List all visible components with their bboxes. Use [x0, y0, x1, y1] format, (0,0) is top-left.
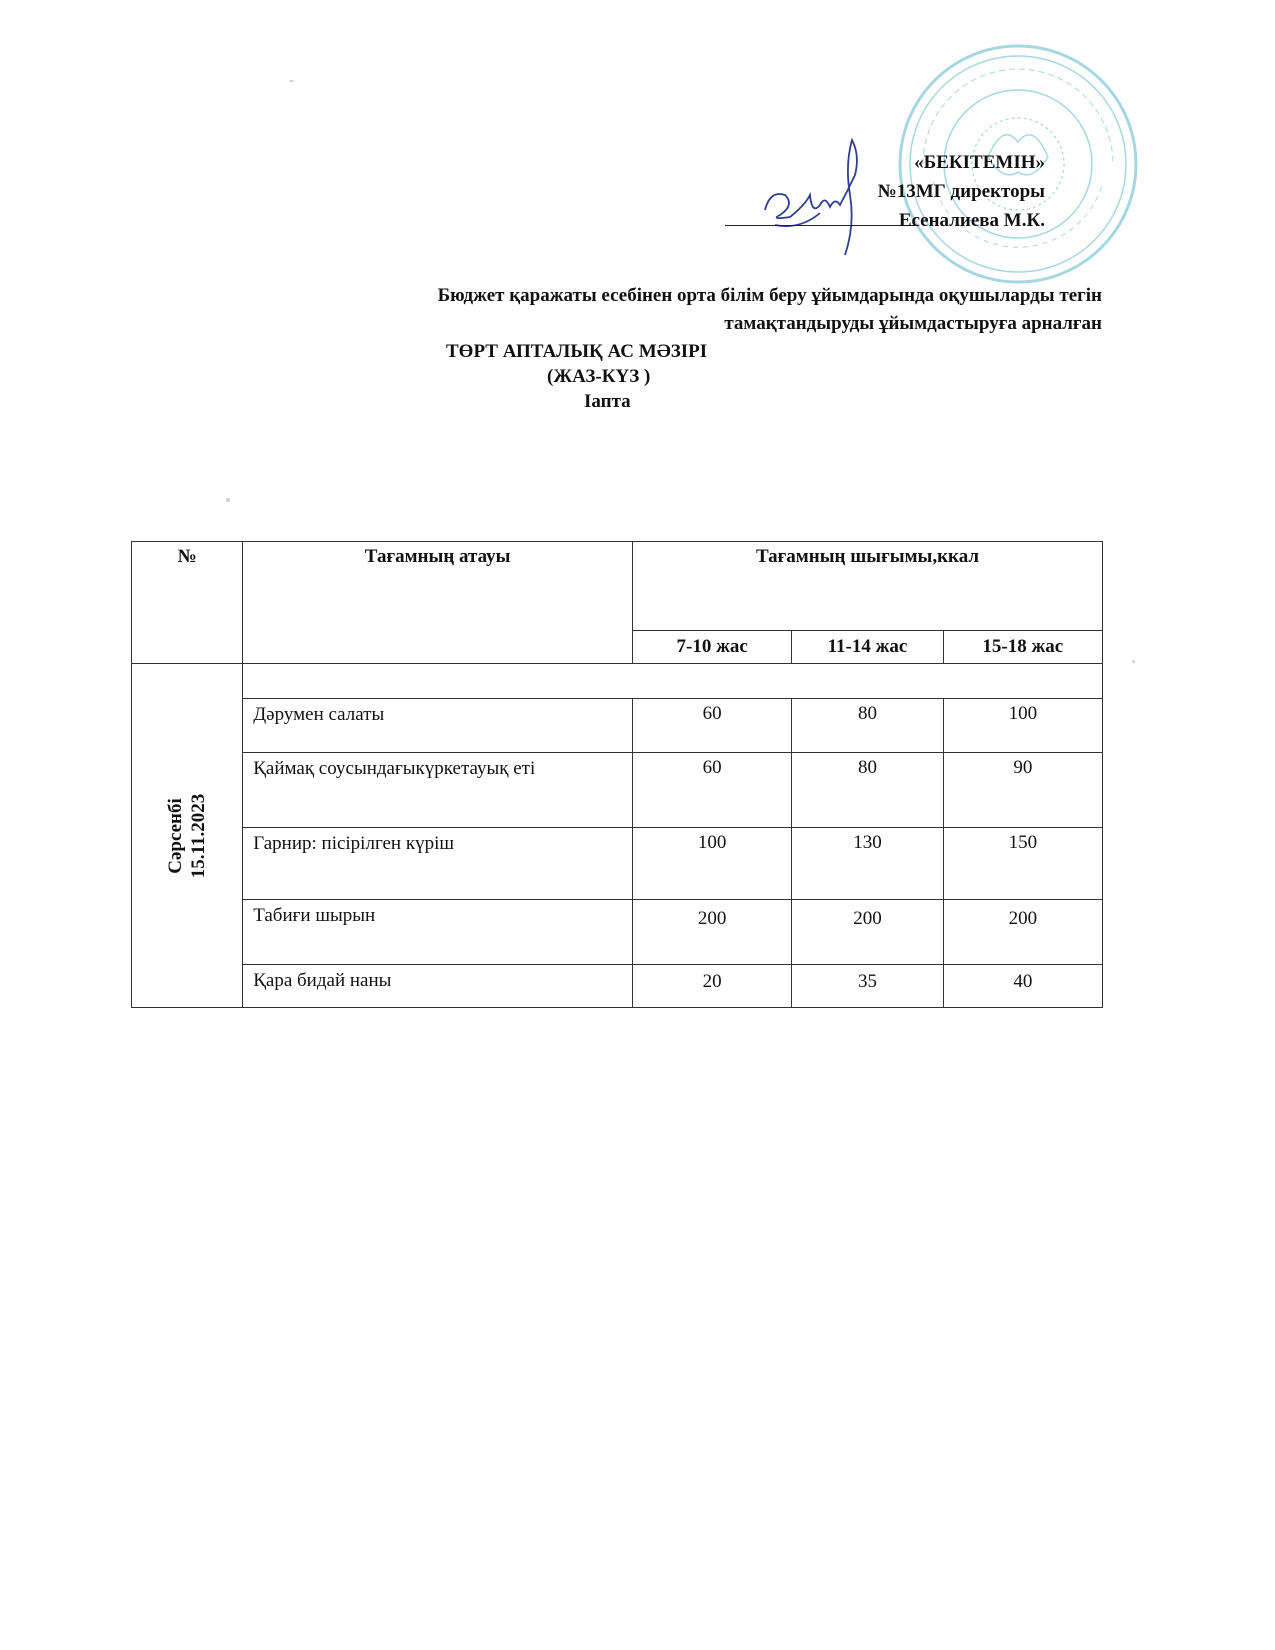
kcal-15-18: 90 — [943, 753, 1102, 828]
table-row — [132, 900, 1103, 965]
kcal-15-18: 100 — [943, 699, 1102, 753]
scan-speck — [226, 498, 230, 502]
kcal-11-14: 130 — [792, 828, 943, 900]
header-row — [132, 542, 1103, 631]
kcal-11-14: 80 — [792, 753, 943, 828]
title-line-4: (ЖАЗ-КҮЗ ) — [547, 366, 651, 387]
kcal-15-18: 200 — [943, 900, 1102, 965]
header-age-1: 7-10 жас — [633, 631, 792, 664]
kcal-7-10: 200 — [633, 900, 792, 965]
dish-name: Қаймақ соусындағыкүркетауық еті — [243, 753, 633, 828]
header-age-2: 11-14 жас — [792, 631, 943, 664]
table-row — [132, 699, 1103, 753]
scan-speck — [1132, 660, 1135, 663]
title-week: Іапта — [584, 391, 631, 412]
dish-name: Табиғи шырын — [243, 900, 633, 965]
header-kcal: Тағамның шығымы,ккал — [633, 542, 1103, 631]
kcal-7-10: 100 — [633, 828, 792, 900]
header-age-3: 15-18 жас — [943, 631, 1102, 664]
kcal-7-10: 20 — [633, 965, 792, 1008]
table-row — [132, 828, 1103, 900]
kcal-11-14: 200 — [792, 900, 943, 965]
header-number: № — [132, 542, 243, 664]
dish-name: Қара бидай наны — [243, 965, 633, 1008]
day-cell — [132, 664, 243, 1008]
kcal-15-18: 150 — [943, 828, 1102, 900]
title-line-3: ТӨРТ АПТАЛЫҚ АС МӘЗІРІ — [446, 341, 708, 362]
title-line-2: тамақтандыруды ұйымдастыруға арналған — [724, 313, 1102, 334]
kcal-11-14: 80 — [792, 699, 943, 753]
approval-block — [878, 148, 1045, 235]
gap-cell — [243, 664, 1103, 699]
kcal-7-10: 60 — [633, 753, 792, 828]
header-dish-name: Тағамның атауы — [243, 542, 633, 664]
kcal-11-14: 35 — [792, 965, 943, 1008]
dish-name: Гарнир: пісірілген күріш — [243, 828, 633, 900]
day-gap-row — [132, 664, 1103, 699]
kcal-15-18: 40 — [943, 965, 1102, 1008]
kcal-7-10: 60 — [633, 699, 792, 753]
dish-name: Дәрумен салаты — [243, 699, 633, 753]
table-row — [132, 753, 1103, 828]
table-row — [132, 965, 1103, 1008]
title-line-1: Бюджет қаражаты есебінен орта білім беру ұйымдарында оқушыларды тегін — [437, 285, 1102, 306]
day-date: 15.11.2023 — [188, 793, 209, 878]
scan-speck — [289, 80, 294, 82]
approval-director-name: Есеналиева М.К. — [898, 210, 1045, 231]
approval-heading: «БЕКІТЕМІН» — [914, 152, 1045, 173]
day-name: Сәрсенбі — [165, 797, 186, 874]
approval-position: №13МГ директоры — [877, 181, 1045, 202]
menu-table — [131, 541, 1103, 1008]
